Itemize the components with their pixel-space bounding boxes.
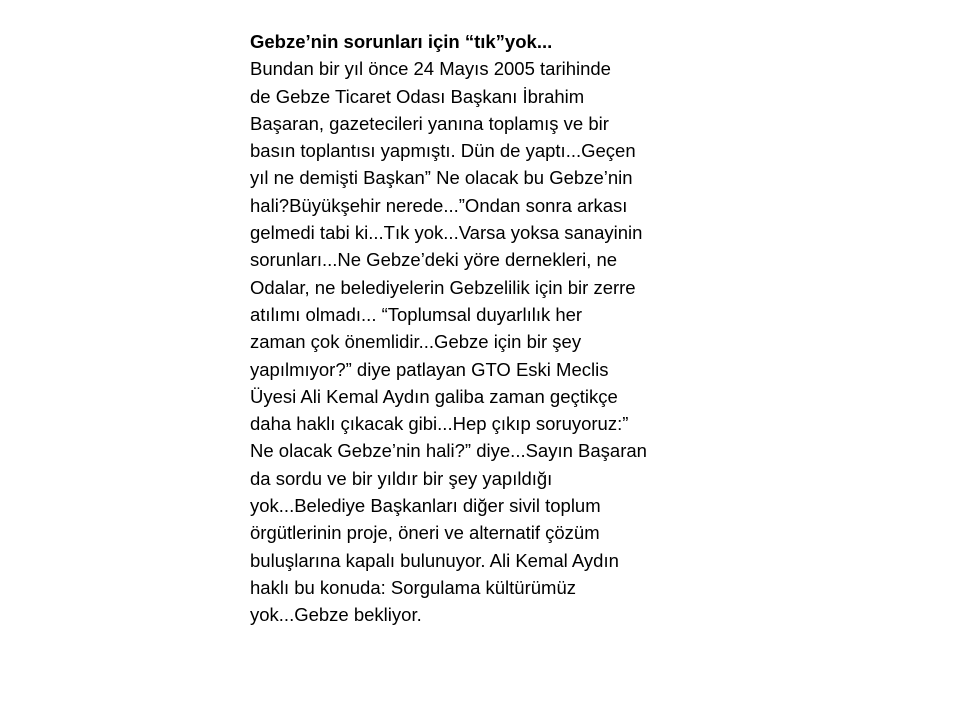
- article-line-15: Ne olacak Gebze’nin hali?” diye...Sayın Başaran: [250, 440, 647, 462]
- article-line-21: yok...Gebze bekliyor.: [250, 604, 422, 626]
- article-line-10: atılımı olmadı... “Toplumsal duyarlılık her: [250, 303, 583, 325]
- article-title: Gebze’nin sorunları için “tık”yok...: [250, 31, 553, 52]
- article-line-16: da sordu ve bir yıldır bir şey yapıldığı: [250, 467, 553, 489]
- article-line-13: Üyesi Ali Kemal Aydın galiba zaman geçtikçe: [250, 385, 618, 407]
- article-line-3: Başaran, gazetecileri yanına toplamış ve bir: [250, 112, 609, 134]
- article-line-14: daha haklı çıkacak gibi...Hep çıkıp soruyoruz:”: [250, 413, 629, 435]
- article-line-11: zaman çok önemlidir...Gebze için bir şey: [250, 331, 582, 353]
- article-line-7: gelmedi tabi ki...Tık yok...Varsa yoksa sanayinin: [250, 222, 643, 244]
- article-line-18: örgütlerinin proje, öneri ve alternatif çözüm: [250, 522, 600, 544]
- article-text-box: [250, 28, 720, 629]
- article-line-20: haklı bu konuda: Sorgulama kültürümüz: [250, 576, 576, 598]
- article-line-4: basın toplantısı yapmıştı. Dün de yaptı...Geçen: [250, 140, 636, 162]
- article-line-19: buluşlarına kapalı bulunuyor. Ali Kemal Aydın: [250, 549, 619, 571]
- article-line-17: yok...Belediye Başkanları diğer sivil toplum: [250, 495, 601, 517]
- article-line-1: Bundan bir yıl önce 24 Mayıs 2005 tarihinde: [250, 58, 611, 80]
- article-line-5: yıl ne demişti Başkan” Ne olacak bu Gebze’nin: [250, 167, 633, 189]
- article-line-6: hali?Büyükşehir nerede...”Ondan sonra arkası: [250, 194, 628, 216]
- article-line-8: sorunları...Ne Gebze’deki yöre dernekleri, ne: [250, 249, 618, 271]
- article-line-9: Odalar, ne belediyelerin Gebzelilik için bir zerre: [250, 276, 636, 298]
- article-line-2: de Gebze Ticaret Odası Başkanı İbrahim: [250, 85, 585, 107]
- article-line-12: yapılmıyor?” diye patlayan GTO Eski Meclis: [250, 358, 609, 380]
